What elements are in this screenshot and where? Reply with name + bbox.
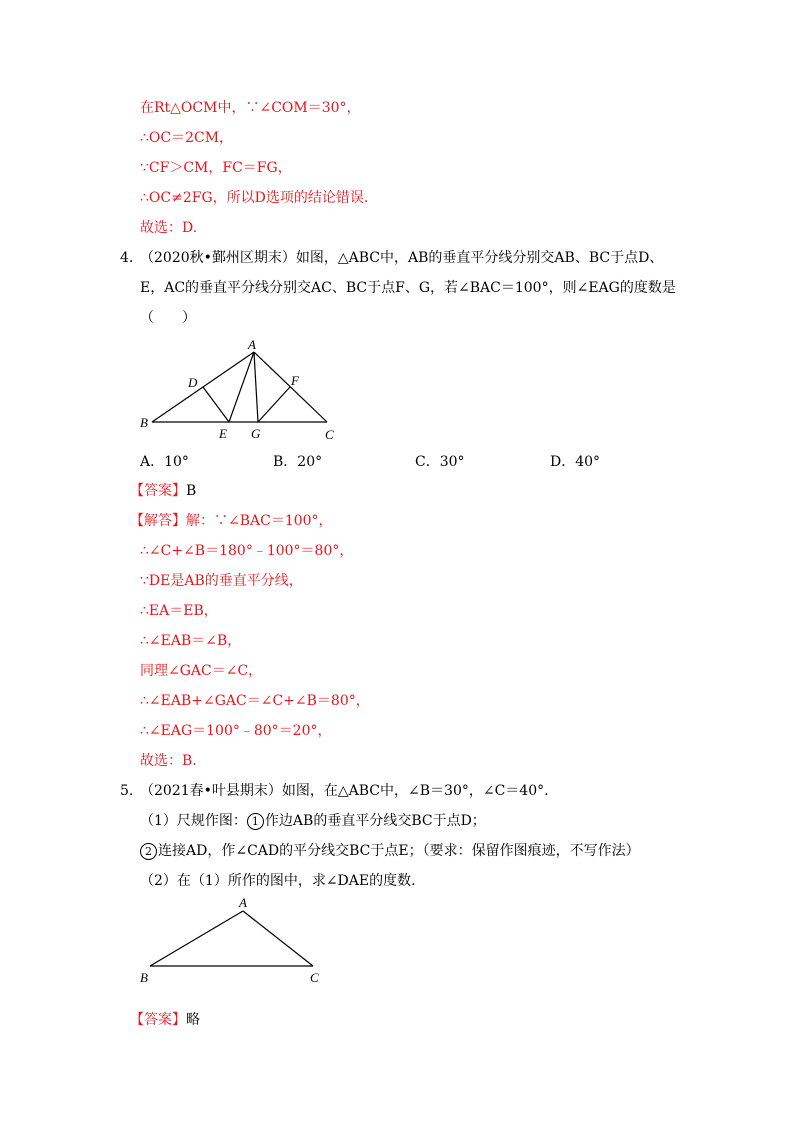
q4-solution-tag: 【解答】 <box>130 513 186 529</box>
q4-option-d: D．40° <box>550 454 601 470</box>
q5-answer-value: 略 <box>186 1012 200 1028</box>
q4-label-b: B <box>140 415 148 430</box>
q4-solution-text-1: 解：∵∠BAC＝100°， <box>186 513 333 529</box>
prev-solution-line-3: ∵CF＞CM，FC＝FG， <box>140 160 292 176</box>
q4-label-c: C <box>325 427 334 442</box>
q4-solution-line-8: ∴∠EAG＝100°﹣80°＝20°， <box>140 723 332 739</box>
q4-answer <box>130 481 196 501</box>
q5-part-1-prefix: （1）尺规作图： <box>140 813 247 829</box>
q4-solution-line-2: ∴∠C+∠B＝180°﹣100°＝80°， <box>140 543 354 559</box>
q5-answer-tag: 【答案】 <box>130 1012 186 1028</box>
q4-label-a: A <box>248 337 256 352</box>
prev-solution-line-1: 在Rt△OCM中，∵∠COM＝30°， <box>140 100 361 116</box>
prev-solution-line-4: ∴OC≠2FG，所以D选项的结论错误. <box>140 190 369 206</box>
q4-stem-line-3: （ ） <box>140 310 196 326</box>
q5-triangle-figure <box>130 890 340 990</box>
circled-number-2: 2 <box>140 843 157 860</box>
q4-solution-line-9: 故选：B. <box>140 753 197 769</box>
q5-answer <box>130 1010 200 1030</box>
q4-solution-line-1 <box>130 511 333 531</box>
q5-part-1-line-2 <box>140 841 640 861</box>
q4-stem-line-2: E，AC的垂直平分线分别交AC、BC于点F、G，若∠BAC＝100°，则∠EAG的度数是 <box>140 280 676 296</box>
q4-solution-line-6: 同理∠GAC＝∠C， <box>140 663 263 679</box>
q4-option-c: C．30° <box>415 454 465 470</box>
q5-label-a: A <box>239 895 247 910</box>
prev-solution-line-2: ∴OC＝2CM， <box>140 130 234 146</box>
q4-option-a: A．10° <box>140 454 189 470</box>
q4-label-e: E <box>219 426 227 441</box>
q4-solution-line-7: ∴∠EAB+∠GAC＝∠C+∠B＝80°， <box>140 693 370 709</box>
q4-label-d: D <box>188 375 198 390</box>
q4-option-b: B．20° <box>273 454 323 470</box>
q4-solution-line-4: ∴EA＝EB， <box>140 603 218 619</box>
q4-triangle-figure <box>130 335 360 445</box>
prev-solution-line-5: 故选：D. <box>140 220 198 236</box>
q4-solution-line-3: ∵DE是AB的垂直平分线， <box>140 573 303 589</box>
q5-part-1-step-2: 连接AD，作∠CAD的平分线交BC于点E；（要求：保留作图痕迹，不写作法） <box>158 843 640 859</box>
q4-label-g: G <box>251 426 261 441</box>
q5-part-1-step-1: 作边AB的垂直平分线交BC于点D； <box>264 813 486 829</box>
q5-label-b: B <box>140 970 148 985</box>
q4-stem-line-1: （2020秋•鄞州区期末）如图，△ABC中，AB的垂直平分线分别交AB、BC于点D、 <box>140 250 664 266</box>
q4-answer-tag: 【答案】 <box>130 483 186 499</box>
q5-part-1-line-1 <box>140 811 486 831</box>
q5-label-c: C <box>310 970 319 985</box>
circled-number-1: 1 <box>247 813 264 830</box>
q4-answer-value: B <box>186 483 197 499</box>
q5-part-2: （2）在（1）所作的图中，求∠DAE的度数. <box>140 873 416 889</box>
q5-number: 5. <box>120 783 134 799</box>
q4-solution-line-5: ∴∠EAB＝∠B， <box>140 633 242 649</box>
q4-label-f: F <box>291 373 299 388</box>
q5-stem-line-1: （2021春•叶县期末）如图，在△ABC中，∠B＝30°，∠C＝40°. <box>140 783 549 799</box>
q4-number: 4. <box>120 250 134 266</box>
